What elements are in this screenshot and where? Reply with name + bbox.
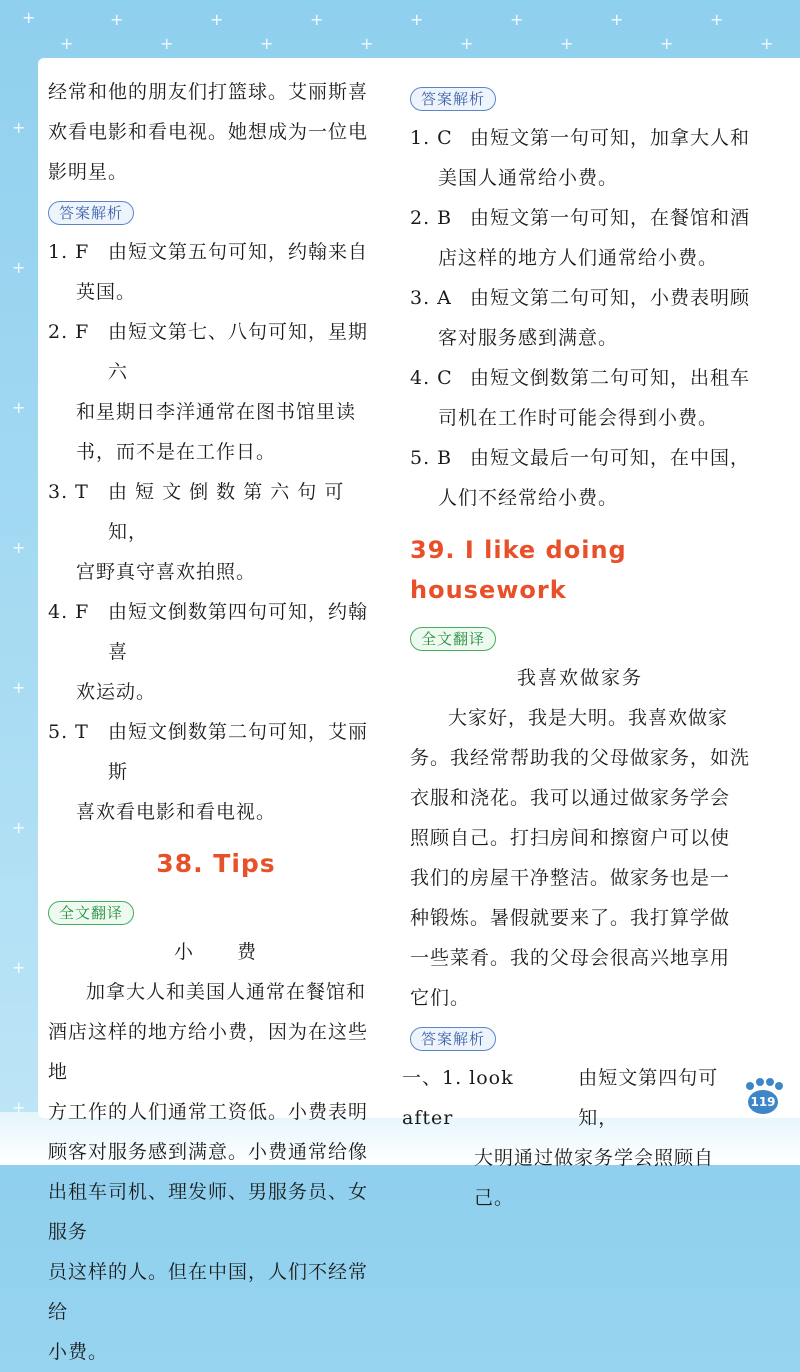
passage-line: 它们。 [410,987,471,1009]
answer-line: 由短文第二句可知，小费表明顾 [470,287,751,309]
passage-line: 员这样的人。但在中国，人们不经常给 [48,1261,369,1323]
answer-number: 一、1. look after [402,1067,514,1129]
passage-line: 衣服和浇花。我可以通过做家务学会 [410,787,731,809]
answer-number: 4. F [48,601,90,623]
answer-item [48,472,384,552]
passage-line: 方工作的人们通常工资低。小费表明 [48,1101,369,1123]
answer-line: 欢运动。 [76,681,157,703]
answer-analysis-badge: 答案解析 [48,201,134,225]
answer-line: 店这样的地方人们通常给小费。 [438,247,719,269]
answer-line: 美国人通常给小费。 [438,167,619,189]
answer-number: 3. A [410,287,452,309]
answer-analysis-badge: 答案解析 [410,1027,496,1051]
passage-line: 大家好，我是大明。我喜欢做家 [448,707,729,729]
passage-line: 种锻炼。暑假就要来了。我打算学做 [410,907,731,929]
answer-line: 和星期日李洋通常在图书馆里读 [76,401,357,423]
full-translation-badge: 全文翻译 [48,901,134,925]
answer-line: 由短文第一句可知，加拿大人和 [470,127,751,149]
answer-line: 宫野真守喜欢拍照。 [76,561,257,583]
intro-line: 欢看电影和看电视。她想成为一位电 [48,121,369,143]
answer-line: 由短文第五句可知，约翰来自 [108,241,369,263]
answer-line: 由短文第一句可知，在餐馆和酒 [470,207,751,229]
answer-line: 由短文倒数第二句可知，艾丽斯 [108,721,369,783]
answer-line: 由短文第七、八句可知，星期六 [108,321,369,383]
answer-item [410,358,750,398]
answer-line: 由短文倒数第二句可知，出租车 [470,367,751,389]
answer-line: 英国。 [76,281,137,303]
answer-line: 大明通过做家务学会照顾自己。 [474,1147,715,1209]
section-title: 39. I like doing housework [410,536,627,604]
paw-toe-icon [766,1078,774,1086]
passage-line: 加拿大人和美国人通常在餐馆和 [86,981,367,1003]
answer-number: 3. T [48,481,89,503]
answer-item [402,1058,750,1138]
answer-item [48,232,384,272]
answer-number: 5. T [48,721,89,743]
answer-number: 1. C [410,127,453,149]
passage-line: 务。我经常帮助我的父母做家务，如洗 [410,747,751,769]
answer-item [48,592,384,672]
paw-toe-icon [746,1082,754,1090]
answer-item [48,712,384,792]
passage-line: 酒店这样的地方给小费，因为在这些地 [48,1021,369,1083]
answer-item [410,198,750,238]
page-number-badge [742,1078,786,1122]
passage-line: 照顾自己。打扫房间和擦窗户可以使 [410,827,731,849]
full-translation-badge: 全文翻译 [410,627,496,651]
answer-number: 2. B [410,207,453,229]
answer-line: 由短文第四句可知， [578,1067,719,1129]
passage-line: 出租车司机、理发师、男服务员、女服务 [48,1181,369,1243]
intro-line: 影明星。 [48,161,129,183]
answer-line: 司机在工作时可能会得到小费。 [438,407,719,429]
answer-number: 4. C [410,367,453,389]
right-column [402,78,751,1218]
left-column [48,72,384,1372]
paw-toe-icon [756,1078,764,1086]
intro-line: 经常和他的朋友们打篮球。艾丽斯喜 [48,81,369,103]
passage-title: 小 费 [173,941,258,963]
answer-item [48,312,384,392]
passage-line: 小费。 [48,1341,109,1363]
answer-number: 2. F [48,321,90,343]
answer-item [410,438,750,478]
page-number: 119 [748,1090,778,1114]
answer-number: 5. B [410,447,453,469]
answer-item [410,278,750,318]
passage-line: 顾客对服务感到满意。小费通常给像 [48,1141,369,1163]
answer-line: 书，而不是在工作日。 [76,441,277,463]
passage-line: 我们的房屋干净整洁。做家务也是一 [410,867,731,889]
answer-line: 喜欢看电影和看电视。 [76,801,277,823]
section-title: 38. Tips [156,849,276,878]
passage-title: 我喜欢做家务 [516,667,643,689]
answer-line: 客对服务感到满意。 [438,327,619,349]
answer-line: 由 短 文 倒 数 第 六 句 可 知， [108,481,345,543]
answer-analysis-badge: 答案解析 [410,87,496,111]
answer-line: 由短文最后一句可知，在中国， [470,447,751,469]
answer-number: 1. F [48,241,90,263]
passage-line: 一些菜肴。我的父母会很高兴地享用 [410,947,731,969]
answer-line: 人们不经常给小费。 [438,487,619,509]
answer-line: 由短文倒数第四句可知，约翰喜 [108,601,369,663]
paw-toe-icon [775,1082,783,1090]
answer-item [410,118,750,158]
